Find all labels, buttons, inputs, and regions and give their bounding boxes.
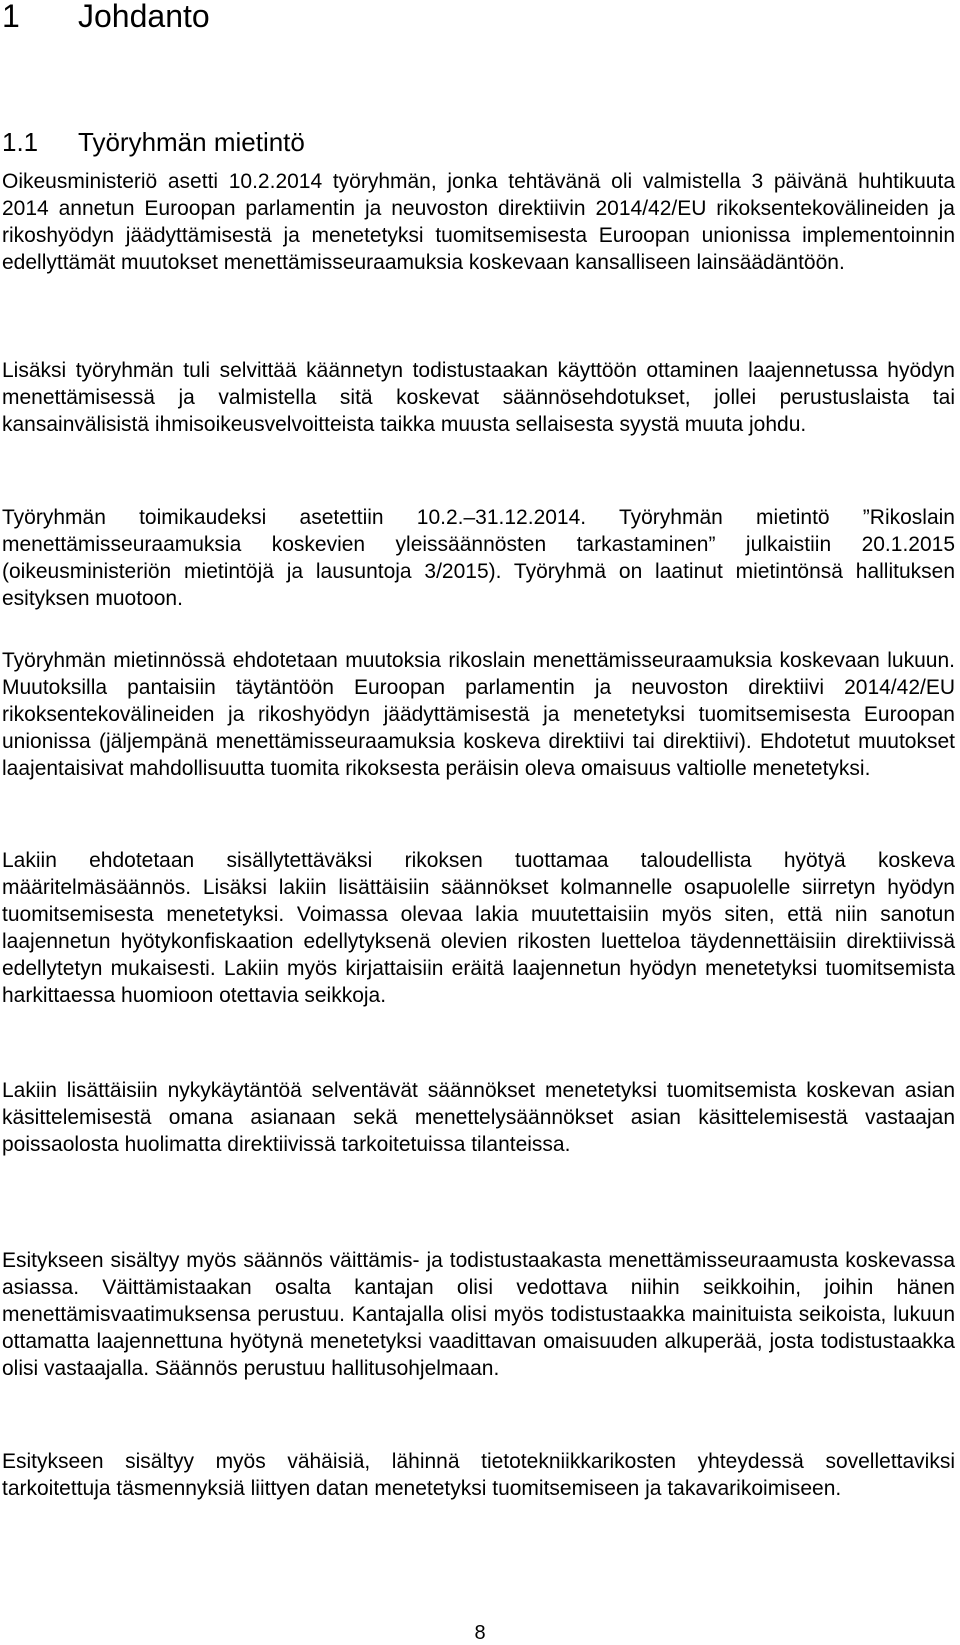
paragraph-4: Työryhmän mietinnössä ehdotetaan muutoksia rikoslain menettämisseuraamuksia koskevaan lukuun. Muutoksilla pantaisiin täytäntöön Euroopan parlamentin ja neuvoston direktiivi 2014/42/EU rikoksentekovälineiden ja rikoshyödyn jäädyttämisestä ja menetetyksi tuomitsemisesta Euroopan unionissa (jäljempänä menettämisseuraamuksia koskeva direktiivi tai direktiivi). Ehdotetut muutokset laajentaisivat mahdollisuutta tuomita rikoksesta peräisin oleva omaisuus valtiolle menetetyksi. bbox=[2, 649, 955, 780]
page-number: 8 bbox=[474, 1622, 486, 1644]
section-number: 1.1 bbox=[2, 127, 39, 157]
paragraph-8: Esitykseen sisältyy myös vähäisiä, lähinnä tietotekniikkarikosten yhteydessä sovellettaviksi tarkoitettuja täsmennyksiä liittyen datan menetetyksi tuomitsemiseen ja takavarikoimiseen. bbox=[2, 1450, 955, 1500]
chapter-heading bbox=[2, 0, 210, 36]
paragraph-1: Oikeusministeriö asetti 10.2.2014 työryhmän, jonka tehtävänä oli valmistella 3 päivänä huhtikuuta 2014 annetun Euroopan parlamentin ja neuvoston direktiivin 2014/42/EU rikoksentekovälineiden ja rikoshyödyn jäädyttämisestä ja menetetyksi tuomitsemisesta Euroopan unionissa implementoinnin edellyttämät muutokset menettämisseuraamuksia koskevaan kansalliseen lainsäädäntöön. bbox=[2, 170, 955, 274]
paragraph-2: Lisäksi työryhmän tuli selvittää käännetyn todistustaakan käyttöön ottaminen laajennetussa hyödyn menettämisessä ja valmistella sitä koskevat säännösehdotukset, jollei perustuslaista tai kansainvälisistä ihmisoikeusvelvoitteista taikka muusta sellaisesta syystä muuta johdu. bbox=[2, 359, 955, 436]
paragraph-6: Lakiin lisättäisiin nykykäytäntöä selventävät säännökset menetetyksi tuomitsemista koskevan asian käsittelemisestä omana asianaan sekä menettelysäännökset asian käsittelemisestä vastaajan poissaolosta huolimatta direktiivissä tarkoitetuissa tilanteissa. bbox=[2, 1079, 955, 1156]
paragraph-3: Työryhmän toimikaudeksi asetettiin 10.2.–31.12.2014. Työryhmän mietintö ”Rikoslain menettämisseuraamuksia koskevien yleissäännösten tarkastaminen” julkaistiin 20.1.2015 (oikeusministeriön mietintöjä ja lausuntoja 3/2015). Työryhmä on laatinut mietintönsä hallituksen esityksen muotoon. bbox=[2, 506, 955, 610]
paragraph-5: Lakiin ehdotetaan sisällytettäväksi rikoksen tuottamaa taloudellista hyötyä koskeva määritelmäsäännös. Lisäksi lakiin lisättäisiin säännökset kolmannelle osapuolelle siirretyn hyödyn tuomitsemisesta menetetyksi. Voimassa olevaa lakia muutettaisiin myös siten, että niin sanotun laajennetun hyötykonfiskaation edellytyksenä olevien rikosten luetteloa täydennettäisiin direktiivissä edellytetyn mukaisesti. Lakiin myös kirjattaisiin eräitä laajennetun hyödyn menetetyksi tuomitsemista harkittaessa huomioon otettavia seikkoja. bbox=[2, 849, 955, 1007]
section-title: Työryhmän mietintö bbox=[78, 127, 305, 157]
section-heading bbox=[2, 126, 305, 158]
paragraph-7: Esitykseen sisältyy myös säännös väittämis- ja todistustaakasta menettämisseuraamusta koskevassa asiassa. Väittämistaakan osalta kantajan olisi vedottava niihin seikkoihin, joihin hänen menettämisvaatimuksensa perustuu. Kantajalla olisi myös todistustaakka mainituista seikoista, lukuun ottamatta laajennettuna hyötynä menetetyksi vaadittavan omaisuuden alkuperää, josta todistustaakka olisi vastaajalla. Säännös perustuu hallitusohjelmaan. bbox=[2, 1249, 955, 1380]
chapter-number: 1 bbox=[2, 0, 20, 34]
chapter-title: Johdanto bbox=[78, 0, 210, 34]
